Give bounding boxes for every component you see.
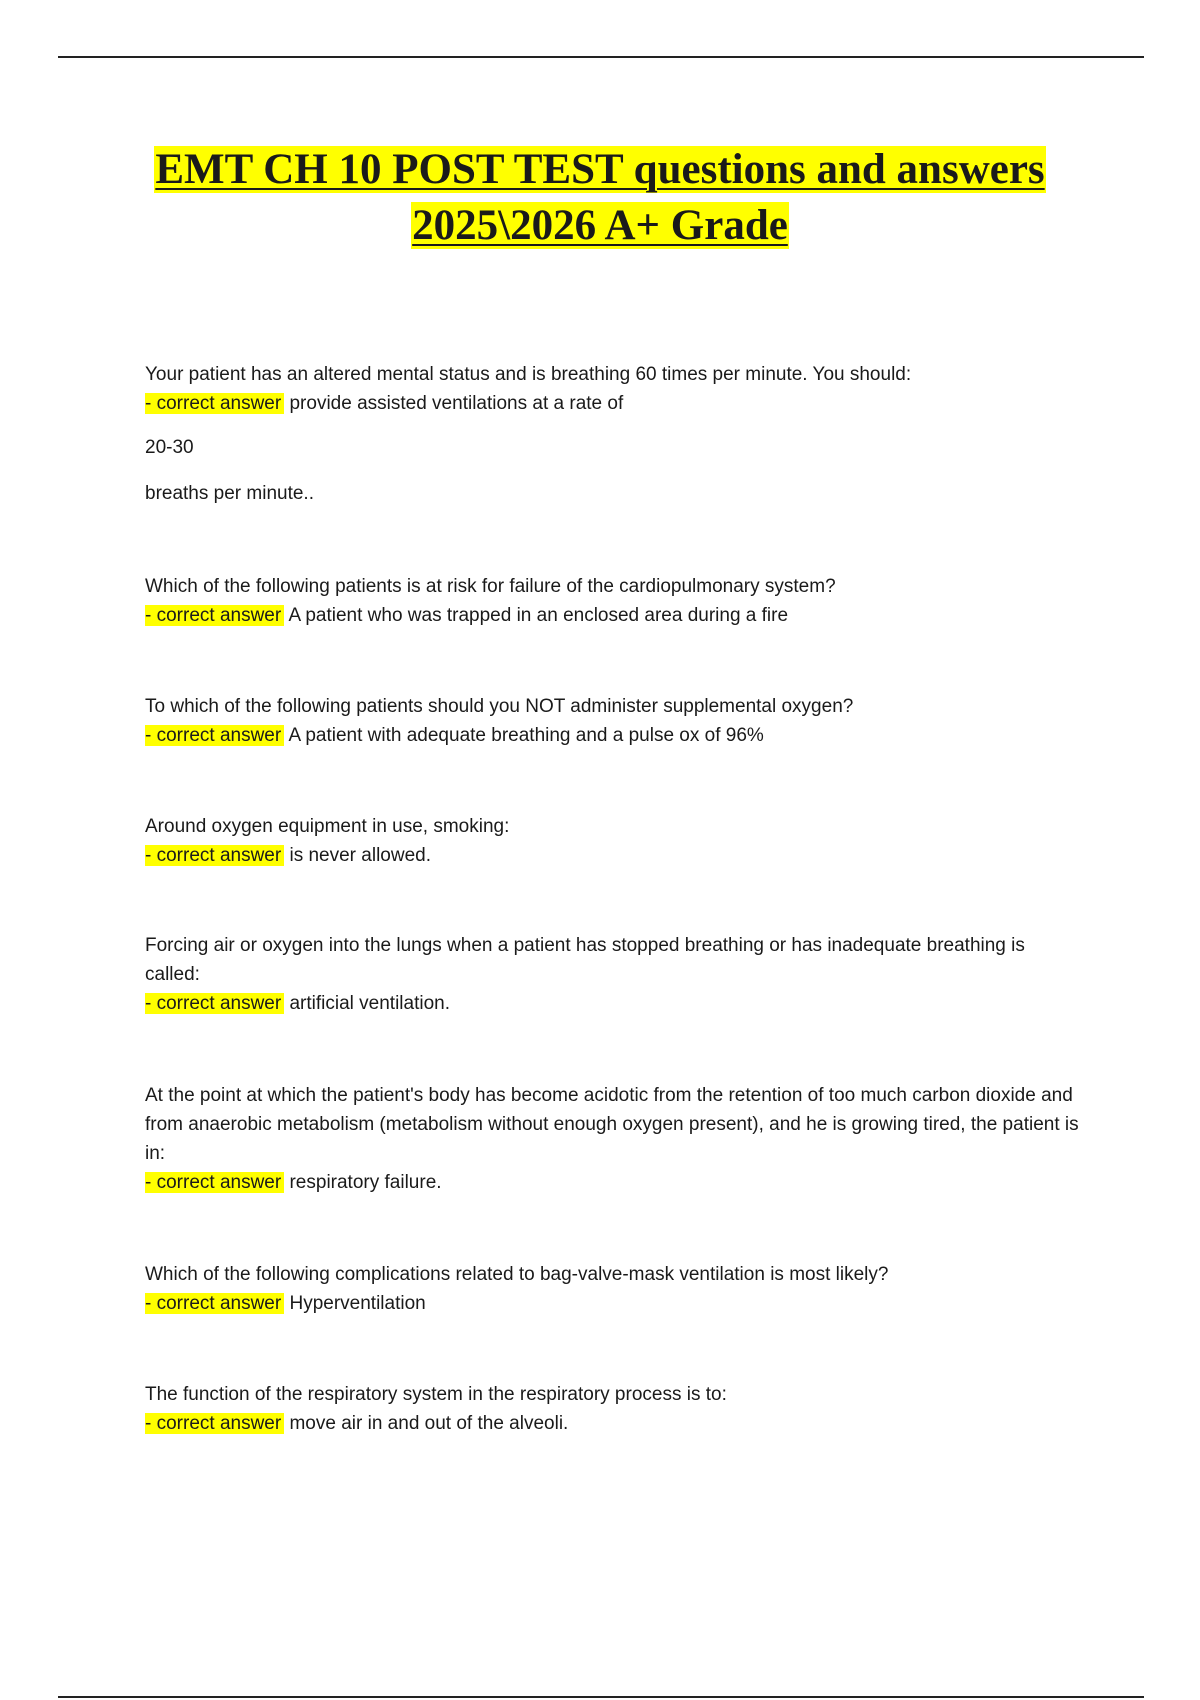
answer-text: move air in and out of the alveoli. — [289, 1413, 569, 1434]
correct-answer-label: - correct answer — [145, 605, 284, 626]
answer-text: artificial ventilation. — [289, 993, 451, 1014]
bottom-rule — [58, 1696, 1144, 1698]
answer-extra: 20-30 — [145, 437, 194, 458]
question-text: Which of the following patients is at risk for failure of the cardiopulmonary system? — [145, 576, 836, 597]
title-line-2: 2025\2026 A+ Grade — [412, 202, 788, 249]
answer-text: A patient with adequate breathing and a pulse ox of 96% — [288, 725, 764, 746]
answer-line — [145, 721, 1080, 750]
answer-text: provide assisted ventilations at a rate of — [289, 393, 624, 414]
answer-line — [145, 1409, 1080, 1438]
document-title — [60, 142, 1140, 254]
qa-item-4 — [145, 812, 1080, 870]
qa-item-3 — [145, 692, 1080, 750]
question-text: Around oxygen equipment in use, smoking: — [145, 816, 510, 837]
correct-answer-label: - correct answer — [145, 725, 284, 746]
correct-answer-label: - correct answer — [145, 1293, 284, 1314]
answer-line — [145, 389, 1080, 418]
question-text: Which of the following complications related to bag-valve-mask ventilation is most likely? — [145, 1264, 889, 1285]
qa-item-7 — [145, 1260, 1080, 1318]
answer-extra: breaths per minute.. — [145, 483, 314, 504]
correct-answer-label: - correct answer — [145, 993, 284, 1014]
question-text: The function of the respiratory system in the respiratory process is to: — [145, 1384, 727, 1405]
answer-text: is never allowed. — [289, 845, 432, 866]
correct-answer-label: - correct answer — [145, 393, 284, 414]
answer-line — [145, 601, 1080, 630]
qa-item-6 — [145, 1081, 1080, 1197]
answer-line — [145, 1289, 1080, 1318]
answer-line — [145, 1168, 1080, 1197]
correct-answer-label: - correct answer — [145, 1172, 284, 1193]
question-text: At the point at which the patient's body has become acidotic from the retention of too much carbon dioxide and from anaerobic metabolism (metabolism without enough oxygen present), and he is growing tired, the patient is in: — [145, 1085, 1079, 1164]
answer-line — [145, 841, 1080, 870]
question-text: Forcing air or oxygen into the lungs when a patient has stopped breathing or has inadequate breathing is called: — [145, 935, 1025, 985]
qa-item-8 — [145, 1380, 1080, 1438]
answer-line — [145, 989, 1080, 1018]
question-text: To which of the following patients should you NOT administer supplemental oxygen? — [145, 696, 854, 717]
top-rule — [58, 56, 1144, 58]
correct-answer-label: - correct answer — [145, 1413, 284, 1434]
title-line-1: EMT CH 10 POST TEST questions and answers — [155, 146, 1045, 193]
answer-text: A patient who was trapped in an enclosed area during a fire — [288, 605, 789, 626]
qa-item-5 — [145, 931, 1080, 1018]
correct-answer-label: - correct answer — [145, 845, 284, 866]
question-text: Your patient has an altered mental status and is breathing 60 times per minute. You should: — [145, 364, 912, 385]
qa-item-1 — [145, 360, 1080, 508]
answer-text: Hyperventilation — [289, 1293, 426, 1314]
qa-item-2 — [145, 572, 1080, 630]
answer-text: respiratory failure. — [289, 1172, 442, 1193]
